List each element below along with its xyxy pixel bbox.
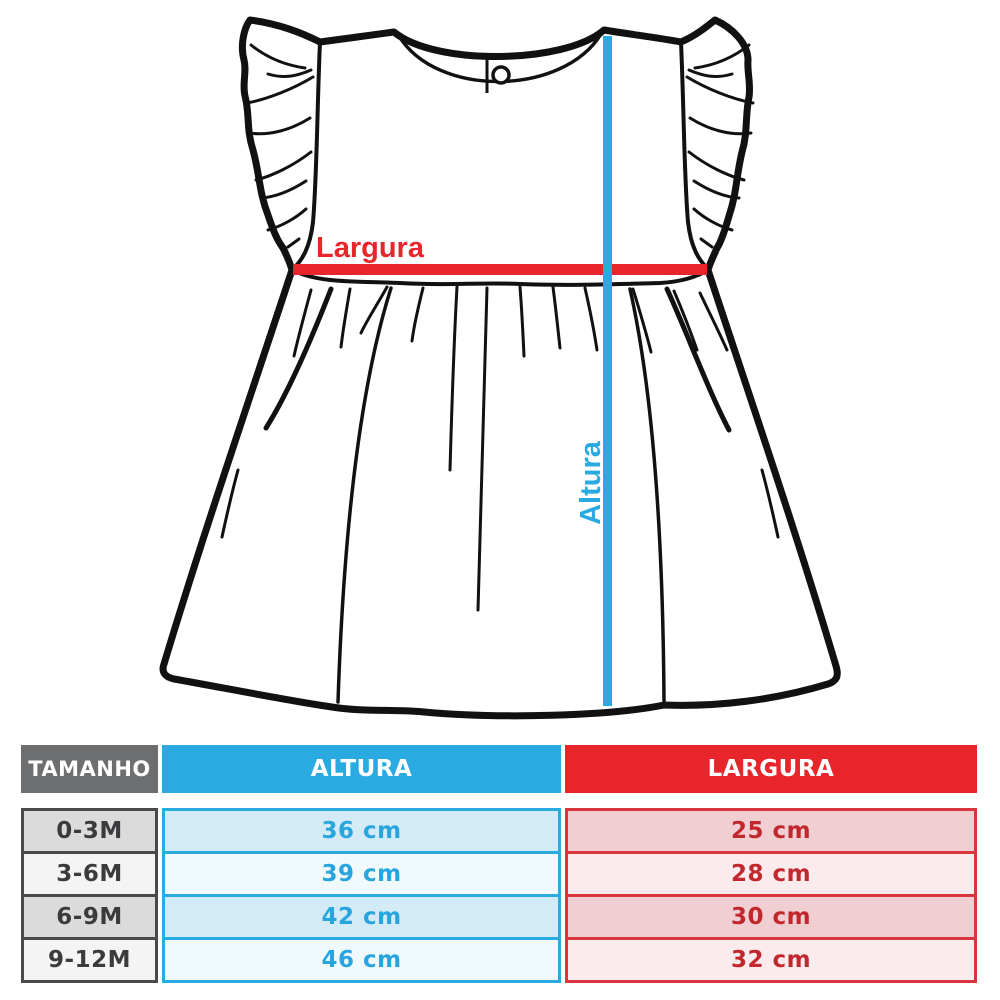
table-header-tamanho: TAMANHO (21, 745, 158, 793)
size-cell-9-12m: 9-12M (24, 937, 155, 980)
largura-cell-6-9m: 30 cm (568, 894, 974, 937)
table-header-altura: ALTURA (162, 745, 561, 793)
altura-cell-9-12m: 46 cm (165, 937, 558, 980)
altura-label: Altura (575, 441, 607, 525)
largura-cell-0-3m: 25 cm (568, 811, 974, 851)
largura-column (565, 808, 977, 983)
altura-column (162, 808, 561, 983)
size-cell-3-6m: 3-6M (24, 851, 155, 894)
size-column (21, 808, 158, 983)
altura-cell-6-9m: 42 cm (165, 894, 558, 937)
altura-measure-line (603, 36, 612, 706)
largura-label: Largura (316, 232, 424, 264)
largura-cell-3-6m: 28 cm (568, 851, 974, 894)
dress-outline (163, 20, 837, 716)
size-cell-6-9m: 6-9M (24, 894, 155, 937)
altura-cell-0-3m: 36 cm (165, 811, 558, 851)
button-icon (493, 67, 509, 83)
largura-cell-9-12m: 32 cm (568, 937, 974, 980)
altura-cell-3-6m: 39 cm (165, 851, 558, 894)
size-cell-0-3m: 0-3M (24, 811, 155, 851)
table-header-largura: LARGURA (565, 745, 977, 793)
largura-measure-line (293, 264, 707, 275)
